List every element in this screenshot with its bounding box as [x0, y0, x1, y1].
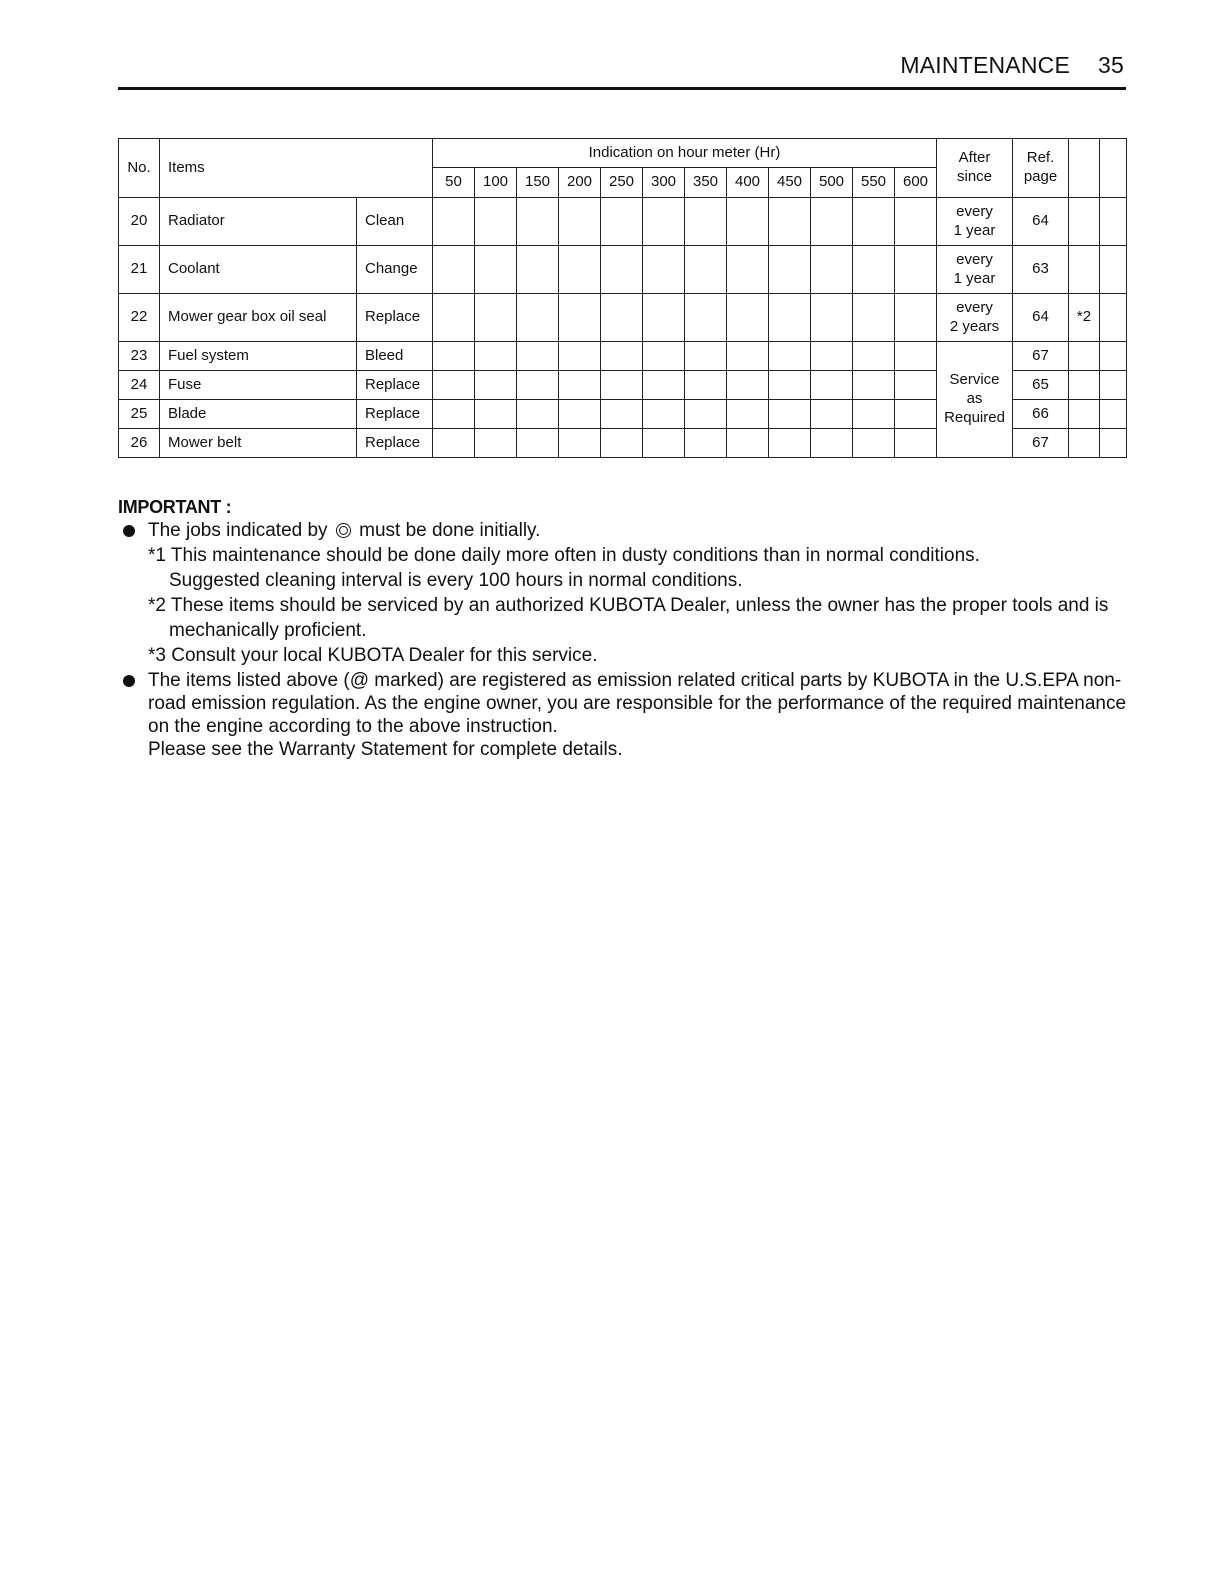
hour-header-cell: 50	[433, 168, 475, 198]
hour-cell	[769, 371, 811, 400]
row-item-cell: Fuse	[160, 371, 357, 400]
hour-cell	[853, 342, 895, 371]
hour-cell	[853, 371, 895, 400]
hour-cell	[895, 400, 937, 429]
col-indication-header: Indication on hour meter (Hr)	[433, 139, 937, 168]
hour-header-cell: 600	[895, 168, 937, 198]
after-label: After	[958, 149, 991, 167]
footnote-1-line-1: *1 This maintenance should be done daily more often in dusty conditions than in normal conditions.	[148, 545, 980, 566]
hour-cell	[811, 198, 853, 246]
footnote-1	[118, 544, 1128, 592]
hour-cell	[601, 371, 643, 400]
hour-cell	[685, 198, 727, 246]
bullet2-line-4: Please see the Warranty Statement for complete details.	[148, 739, 623, 760]
row-item-cell: Coolant	[160, 246, 357, 294]
hour-cell	[895, 429, 937, 458]
hour-cell	[727, 198, 769, 246]
hour-cell	[433, 342, 475, 371]
hour-cell	[727, 342, 769, 371]
hour-cell	[769, 246, 811, 294]
ref-page-cell: 67	[1013, 429, 1069, 458]
extra-cell	[1100, 198, 1127, 246]
extra-cell	[1100, 400, 1127, 429]
row-number-cell: 25	[119, 400, 160, 429]
hour-cell	[727, 400, 769, 429]
extra-cell	[1100, 371, 1127, 400]
row-action-cell: Change	[357, 246, 433, 294]
hour-cell	[853, 198, 895, 246]
hour-cell	[517, 246, 559, 294]
ref-page-cell: 64	[1013, 198, 1069, 246]
note-cell: *2	[1069, 294, 1100, 342]
hour-cell	[853, 400, 895, 429]
hour-cell	[769, 294, 811, 342]
hour-cell	[517, 198, 559, 246]
hour-cell	[685, 294, 727, 342]
after-since-line-2: 1 year	[953, 221, 996, 239]
hour-cell	[769, 198, 811, 246]
hour-cell	[559, 342, 601, 371]
hour-header-cell: 400	[727, 168, 769, 198]
page-number: 35	[1098, 52, 1124, 78]
hour-cell	[475, 342, 517, 371]
service-as-required-line: Required	[944, 408, 1005, 426]
footnote-1-line-2: Suggested cleaning interval is every 100 hours in normal conditions.	[169, 570, 743, 591]
hour-cell	[601, 294, 643, 342]
row-action-cell: Clean	[357, 198, 433, 246]
hour-cell	[811, 371, 853, 400]
hour-header-cell: 550	[853, 168, 895, 198]
footnote-2-line-2: mechanically proficient.	[169, 620, 367, 641]
hour-cell	[517, 342, 559, 371]
after-since-line-2: 2 years	[949, 317, 1000, 335]
service-as-required-line: Service	[949, 371, 1000, 389]
hour-cell	[475, 294, 517, 342]
row-item-cell: Blade	[160, 400, 357, 429]
after-since-line-1: every	[956, 298, 993, 316]
hour-header-cell: 500	[811, 168, 853, 198]
extra-cell	[1100, 429, 1127, 458]
hour-cell	[643, 371, 685, 400]
hour-cell	[559, 294, 601, 342]
note-cell	[1069, 198, 1100, 246]
hour-cell	[811, 342, 853, 371]
hour-cell	[685, 342, 727, 371]
extra-cell	[1100, 342, 1127, 371]
row-item-cell: Radiator	[160, 198, 357, 246]
bullet-item	[118, 519, 1128, 542]
row-item-cell: Mower belt	[160, 429, 357, 458]
row-item-cell: Fuel system	[160, 342, 357, 371]
table-row	[119, 342, 1127, 371]
since-label: since	[956, 168, 993, 185]
hour-header-cell: 450	[769, 168, 811, 198]
ref-page-cell: 63	[1013, 246, 1069, 294]
hour-cell	[685, 371, 727, 400]
hour-cell	[601, 198, 643, 246]
important-notes	[118, 496, 1128, 761]
hour-cell	[559, 371, 601, 400]
hour-header-cell: 350	[685, 168, 727, 198]
footnote-2-line-1: *2 These items should be serviced by an authorized KUBOTA Dealer, unless the owner has the proper tools and is	[148, 595, 1109, 616]
hour-cell	[517, 371, 559, 400]
footnote-3-line-1: *3 Consult your local KUBOTA Dealer for this service.	[148, 645, 598, 666]
hour-cell	[559, 198, 601, 246]
bullet1-text-after: must be done initially.	[359, 520, 541, 541]
hour-cell	[895, 198, 937, 246]
hour-cell	[643, 294, 685, 342]
hour-cell	[433, 371, 475, 400]
hour-cell	[475, 371, 517, 400]
hour-cell	[559, 429, 601, 458]
table-row	[119, 246, 1127, 294]
page-header	[118, 52, 1126, 90]
hour-cell	[895, 294, 937, 342]
bullet2-line-1: The items listed above (@ marked) are registered as emission related critical parts by KUBOTA in the U.S.EPA non-	[148, 670, 1122, 691]
hour-cell	[643, 429, 685, 458]
row-number-cell: 20	[119, 198, 160, 246]
hour-cell	[601, 246, 643, 294]
header-text	[900, 52, 1124, 79]
note-cell	[1069, 246, 1100, 294]
section-title: MAINTENANCE	[900, 52, 1071, 78]
service-as-required-line: as	[966, 390, 983, 408]
note-cell	[1069, 400, 1100, 429]
extra-cell	[1100, 294, 1127, 342]
hour-cell	[769, 429, 811, 458]
table-row	[119, 198, 1127, 246]
after-since-line-1: every	[956, 202, 993, 220]
hour-cell	[685, 400, 727, 429]
hour-cell	[517, 400, 559, 429]
hour-cell	[727, 294, 769, 342]
hour-cell	[643, 198, 685, 246]
hour-cell	[517, 429, 559, 458]
hour-cell	[769, 400, 811, 429]
footnote-2	[118, 594, 1128, 642]
hour-cell	[643, 400, 685, 429]
hour-cell	[475, 246, 517, 294]
hour-cell	[433, 198, 475, 246]
row-action-cell: Bleed	[357, 342, 433, 371]
hour-cell	[811, 429, 853, 458]
hour-cell	[811, 294, 853, 342]
row-action-cell: Replace	[357, 371, 433, 400]
hour-cell	[685, 429, 727, 458]
hour-cell	[559, 400, 601, 429]
hour-cell	[433, 246, 475, 294]
table-row	[119, 294, 1127, 342]
row-action-cell: Replace	[357, 400, 433, 429]
extra-cell	[1100, 246, 1127, 294]
hour-cell	[643, 246, 685, 294]
row-item-cell: Mower gear box oil seal	[160, 294, 357, 342]
hour-cell	[853, 429, 895, 458]
row-number-cell: 23	[119, 342, 160, 371]
header-rule	[118, 87, 1126, 90]
extra-header-cell	[1100, 139, 1127, 198]
hour-cell	[601, 429, 643, 458]
hour-cell	[853, 294, 895, 342]
hour-cell	[601, 400, 643, 429]
after-since-line-1: every	[956, 250, 993, 268]
bullet-dot-icon	[123, 525, 135, 537]
bullet-item	[118, 669, 1128, 761]
note-cell	[1069, 371, 1100, 400]
hour-cell	[727, 371, 769, 400]
ref-page-cell: 67	[1013, 342, 1069, 371]
hour-cell	[601, 342, 643, 371]
hour-cell	[895, 246, 937, 294]
bullet2-line-3: on the engine according to the above instruction.	[148, 716, 558, 737]
row-action-cell: Replace	[357, 294, 433, 342]
hour-cell	[517, 294, 559, 342]
row-number-cell: 26	[119, 429, 160, 458]
service-as-required-cell	[937, 342, 1013, 458]
row-number-cell: 21	[119, 246, 160, 294]
hour-cell	[811, 400, 853, 429]
hour-header-cell: 200	[559, 168, 601, 198]
after-since-cell	[937, 198, 1013, 246]
row-number-cell: 24	[119, 371, 160, 400]
after-since-cell	[937, 294, 1013, 342]
ref-page-cell: 66	[1013, 400, 1069, 429]
page-label: page	[1023, 168, 1058, 185]
hour-cell	[685, 246, 727, 294]
col-ref-page-header	[1013, 139, 1069, 198]
note-cell	[1069, 429, 1100, 458]
hour-cell	[475, 429, 517, 458]
ref-page-cell: 64	[1013, 294, 1069, 342]
hour-header-cell: 100	[475, 168, 517, 198]
after-since-line-2: 1 year	[953, 269, 996, 287]
table-body	[119, 139, 1127, 458]
bullet1-text-before: The jobs indicated by	[148, 520, 328, 541]
important-heading: IMPORTANT :	[118, 497, 232, 517]
hour-cell	[727, 246, 769, 294]
row-number-cell: 22	[119, 294, 160, 342]
hour-cell	[433, 429, 475, 458]
footnote-3	[118, 644, 1128, 667]
hour-cell	[475, 400, 517, 429]
hour-header-cell: 300	[643, 168, 685, 198]
maintenance-schedule-table	[118, 138, 1127, 458]
col-items-header: Items	[160, 139, 433, 198]
ref-label: Ref.	[1026, 149, 1055, 167]
col-after-since-header	[937, 139, 1013, 198]
hour-cell	[433, 400, 475, 429]
hour-cell	[895, 342, 937, 371]
hour-cell	[769, 342, 811, 371]
hour-cell	[811, 246, 853, 294]
ref-page-cell: 65	[1013, 371, 1069, 400]
bullet-dot-icon	[123, 675, 135, 687]
row-action-cell: Replace	[357, 429, 433, 458]
hour-cell	[559, 246, 601, 294]
note-cell	[1069, 342, 1100, 371]
hour-cell	[895, 371, 937, 400]
extra-header-cell	[1069, 139, 1100, 198]
header-row	[119, 139, 1127, 168]
hour-cell	[643, 342, 685, 371]
col-no-header: No.	[119, 139, 160, 198]
bullet2-line-2: road emission regulation. As the engine owner, you are responsible for the performance of the required maintenance	[148, 693, 1127, 714]
hour-cell	[433, 294, 475, 342]
hour-cell	[853, 246, 895, 294]
double-circle-icon	[336, 523, 351, 538]
hour-header-cell: 250	[601, 168, 643, 198]
hour-cell	[727, 429, 769, 458]
after-since-cell	[937, 246, 1013, 294]
hour-header-cell: 150	[517, 168, 559, 198]
hour-cell	[475, 198, 517, 246]
